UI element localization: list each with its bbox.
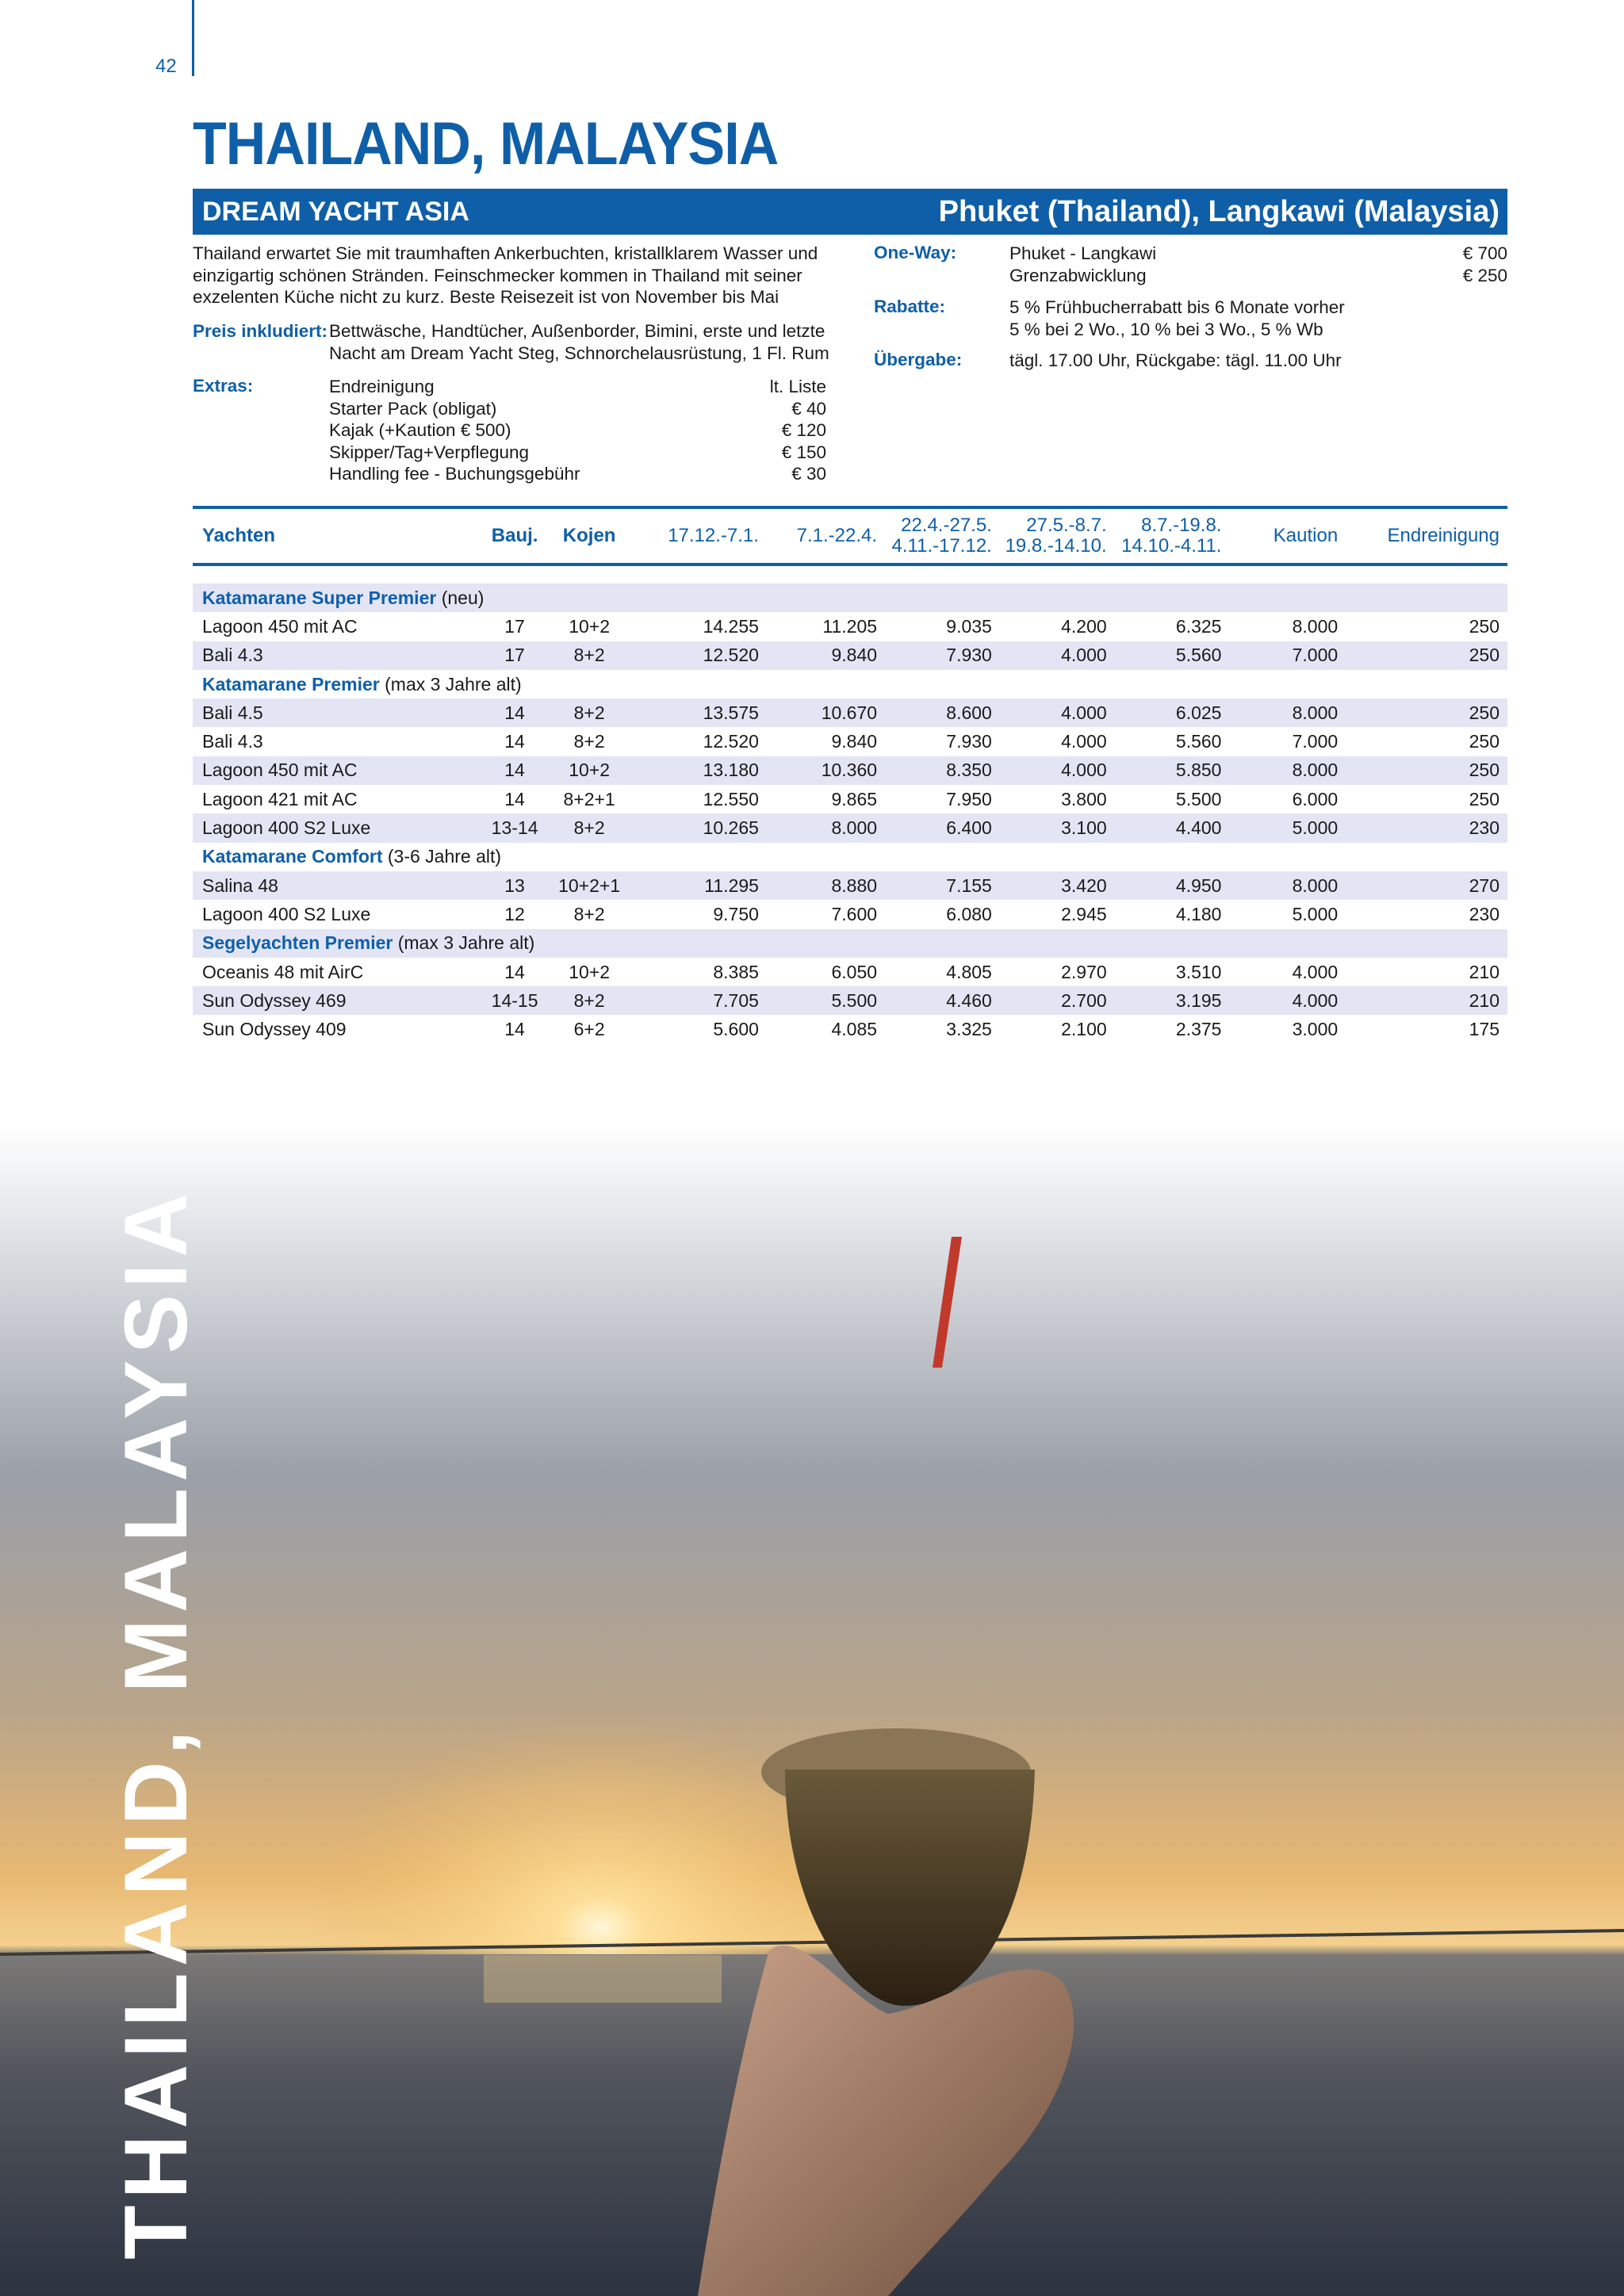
year: 13	[492, 871, 546, 900]
deposit: 8.000	[1229, 698, 1346, 727]
table-row	[193, 1015, 1507, 1043]
yacht-name: Lagoon 421 mit AC	[202, 788, 358, 809]
discounts-text	[1009, 297, 1345, 340]
category-cell	[193, 843, 1507, 871]
sunset-photo	[0, 1126, 1624, 2296]
year: 14	[492, 698, 546, 727]
oneway-item: Grenzabwicklung	[1009, 265, 1147, 285]
yacht-name: Sun Odyssey 469	[193, 986, 492, 1015]
price-period-5: 4.950	[1115, 871, 1230, 900]
col-period-3	[885, 507, 1000, 564]
cleaning: 230	[1469, 903, 1500, 924]
berths: 10+2	[569, 615, 611, 637]
price-period-1: 13.180	[641, 756, 767, 785]
yacht-name: Lagoon 400 S2 Luxe	[202, 903, 371, 924]
price-period-3: 9.035	[946, 615, 992, 637]
year: 14	[504, 731, 525, 752]
deposit: 8.000	[1229, 871, 1346, 900]
cleaning: 250	[1346, 641, 1507, 670]
price-period-2: 9.865	[831, 788, 878, 809]
price-period-3: 7.950	[946, 788, 992, 809]
extras-item: Handling fee - Buchungsgebühr	[329, 464, 580, 484]
cleaning: 210	[1346, 986, 1507, 1015]
table-row	[193, 900, 1507, 928]
price-period-3: 3.325	[946, 1019, 992, 1040]
price-period-5: 5.560	[1175, 731, 1222, 752]
year: 14	[492, 756, 546, 785]
price-period-1: 12.520	[641, 641, 767, 670]
table-row	[193, 727, 1507, 756]
category-row	[193, 584, 1507, 612]
price-table	[193, 506, 1507, 1044]
cleaning: 250	[1469, 788, 1500, 809]
category-name: Katamarane Super Premier	[202, 587, 437, 608]
col-deposit: Kaution	[1229, 507, 1346, 564]
category-row	[193, 843, 1507, 871]
extras-price: € 150	[781, 442, 826, 462]
period-4-line: 27.5.-8.7.	[1026, 515, 1107, 536]
price-period-5: 3.510	[1175, 961, 1222, 982]
extras-item: Skipper/Tag+Verpflegung	[329, 442, 530, 462]
sun-reflection	[484, 1955, 722, 2003]
price-period-4: 2.945	[1061, 903, 1107, 924]
category-note: (3-6 Jahre alt)	[387, 846, 502, 867]
price-period-3: 7.930	[946, 731, 992, 752]
table-header	[193, 507, 1507, 564]
table-body	[193, 564, 1507, 1044]
price-period-2: 8.000	[767, 813, 885, 842]
deposit: 7.000	[1292, 731, 1339, 752]
price-period-2: 8.880	[767, 871, 885, 900]
col-period-5	[1115, 507, 1230, 564]
year: 14	[504, 1019, 525, 1040]
cleaning: 210	[1469, 961, 1500, 982]
extras-price: lt. Liste	[769, 377, 826, 396]
extras-item: Starter Pack (obligat)	[329, 398, 497, 419]
price-period-4: 2.970	[1061, 961, 1107, 982]
inclusive-line: Bettwäsche, Handtücher, Außenborder, Bimini, erste und letzte	[329, 321, 825, 341]
inclusive-text	[329, 320, 829, 364]
price-period-1: 5.600	[713, 1019, 759, 1040]
spacer-cell	[193, 564, 1507, 584]
page-title: THAILAND, MALAYSIA	[193, 110, 779, 178]
price-period-4: 4.000	[1000, 756, 1115, 785]
price-period-2: 4.085	[831, 1019, 878, 1040]
extras-prices	[666, 376, 826, 485]
price-period-4: 4.000	[1000, 698, 1115, 727]
berths: 8+2	[573, 731, 605, 752]
col-period-2: 7.1.-22.4.	[767, 507, 885, 564]
yacht-name: Oceanis 48 mit AirC	[202, 961, 364, 982]
category-cell	[193, 670, 1507, 698]
handover-text: tägl. 17.00 Uhr, Rückgabe: tägl. 11.00 Uhr	[1009, 350, 1342, 370]
oneway-item: Phuket - Langkawi	[1009, 243, 1157, 263]
deposit: 3.000	[1292, 1019, 1339, 1040]
price-period-3: 4.805	[946, 961, 992, 982]
deposit: 5.000	[1229, 813, 1346, 842]
yacht-name: Lagoon 400 S2 Luxe	[193, 813, 492, 842]
price-period-2: 10.670	[767, 698, 885, 727]
price-period-5: 5.500	[1175, 788, 1222, 809]
price-period-5: 5.560	[1115, 641, 1230, 670]
price-period-2: 11.205	[822, 615, 878, 637]
extras-item: Endreinigung	[329, 377, 435, 396]
price-period-5: 3.195	[1115, 986, 1230, 1015]
berths: 10+2+1	[546, 871, 640, 900]
price-period-3: 8.350	[885, 756, 1000, 785]
table-row	[193, 813, 1507, 842]
price-period-1: 11.295	[641, 871, 767, 900]
price-period-3: 8.600	[885, 698, 1000, 727]
discounts-line: 5 % bei 2 Wo., 10 % bei 3 Wo., 5 % Wb	[1009, 319, 1323, 339]
year: 17	[492, 641, 546, 670]
price-period-4: 2.100	[1061, 1019, 1107, 1040]
cleaning: 230	[1346, 813, 1507, 842]
extras-price: € 40	[791, 398, 826, 419]
deposit: 5.000	[1292, 903, 1339, 924]
col-period-1: 17.12.-7.1.	[641, 507, 767, 564]
price-period-3: 6.080	[946, 903, 992, 924]
price-period-2: 5.500	[767, 986, 885, 1015]
price-period-2: 9.840	[767, 641, 885, 670]
deposit: 8.000	[1292, 615, 1339, 637]
extras-price: € 120	[781, 420, 826, 440]
cleaning: 250	[1346, 756, 1507, 785]
title-bar	[193, 189, 1507, 235]
berths: 10+2	[569, 961, 611, 982]
yacht-name: Lagoon 450 mit AC	[193, 756, 492, 785]
price-period-1: 8.385	[713, 961, 759, 982]
price-period-4: 4.000	[1061, 731, 1107, 752]
cleaning: 250	[1346, 698, 1507, 727]
extras-item: Kajak (+Kaution € 500)	[329, 420, 511, 440]
col-year: Bauj.	[492, 507, 546, 564]
table-row	[193, 785, 1507, 813]
yacht-name: Salina 48	[193, 871, 492, 900]
berths: 8+2	[546, 986, 640, 1015]
intro-line: einzigartig schönen Stränden. Feinschmecker kommen in Thailand mit seiner	[193, 265, 802, 285]
yacht-name: Sun Odyssey 409	[202, 1019, 347, 1040]
oneway-prices	[1348, 243, 1507, 286]
price-period-2: 10.360	[767, 756, 885, 785]
category-note: (max 3 Jahre alt)	[385, 673, 522, 695]
spacer-row	[193, 564, 1507, 584]
berths: 8+2+1	[563, 788, 615, 809]
col-berths: Kojen	[546, 507, 640, 564]
deposit: 8.000	[1229, 756, 1346, 785]
cleaning: 250	[1469, 731, 1500, 752]
inclusive-label: Preis inkludiert:	[193, 321, 328, 341]
table-row	[193, 756, 1507, 785]
oneway-list	[1009, 243, 1156, 286]
price-period-2: 9.840	[831, 731, 878, 752]
price-period-4: 3.800	[1061, 788, 1107, 809]
category-cell	[193, 929, 1507, 958]
yacht-name: Lagoon 450 mit AC	[202, 615, 358, 637]
category-cell	[193, 584, 1507, 612]
price-period-4: 4.000	[1000, 641, 1115, 670]
table-row	[193, 986, 1507, 1015]
price-period-5: 6.325	[1175, 615, 1222, 637]
intro-text	[193, 243, 827, 308]
price-period-1: 10.265	[641, 813, 767, 842]
category-note: (max 3 Jahre alt)	[397, 932, 535, 954]
side-title: THAILAND, MALAYSIA	[106, 1186, 205, 2260]
cleaning: 250	[1469, 615, 1500, 637]
category-name: Segelyachten Premier	[202, 932, 393, 954]
inclusive-line: Nacht am Dream Yacht Steg, Schnorchelausrüstung, 1 Fl. Rum	[329, 342, 829, 363]
price-period-1: 7.705	[641, 986, 767, 1015]
table-row	[193, 958, 1507, 986]
category-note: (neu)	[441, 587, 485, 608]
price-period-3: 6.400	[885, 813, 1000, 842]
price-period-5: 4.400	[1115, 813, 1230, 842]
year: 14	[504, 961, 525, 982]
period-4-line: 19.8.-14.10.	[1005, 535, 1107, 557]
category-row	[193, 929, 1507, 958]
period-5-line: 8.7.-19.8.	[1141, 515, 1222, 536]
company-name: DREAM YACHT ASIA	[202, 197, 469, 227]
price-period-5: 4.180	[1175, 903, 1222, 924]
category-name: Katamarane Comfort	[202, 846, 383, 867]
price-period-1: 13.575	[641, 698, 767, 727]
price-period-1: 12.520	[703, 731, 759, 752]
price-period-5: 5.850	[1115, 756, 1230, 785]
handover-label: Übergabe:	[874, 350, 963, 369]
discounts-line: 5 % Frühbucherrabatt bis 6 Monate vorher	[1009, 297, 1345, 317]
berths: 6+2	[573, 1019, 605, 1040]
col-cleaning: Endreinigung	[1346, 507, 1507, 564]
table-row	[193, 698, 1507, 727]
berths: 8+2	[546, 698, 640, 727]
oneway-price: € 250	[1462, 265, 1507, 285]
deposit: 6.000	[1292, 788, 1339, 809]
price-period-5: 2.375	[1175, 1019, 1222, 1040]
table-row	[193, 871, 1507, 900]
berths: 8+2	[546, 813, 640, 842]
year: 13-14	[492, 813, 546, 842]
col-yacht: Yachten	[193, 507, 492, 564]
yacht-name: Bali 4.3	[193, 641, 492, 670]
discounts-label: Rabatte:	[874, 297, 946, 316]
period-5-line: 14.10.-4.11.	[1121, 535, 1222, 557]
category-name: Katamarane Premier	[202, 673, 380, 695]
year: 12	[504, 903, 525, 924]
price-period-2: 6.050	[831, 961, 878, 982]
berths: 8+2	[573, 903, 605, 924]
price-period-4: 3.420	[1000, 871, 1115, 900]
price-period-1: 12.550	[703, 788, 759, 809]
price-period-2: 7.600	[831, 903, 878, 924]
col-period-4	[1000, 507, 1115, 564]
category-row	[193, 670, 1507, 698]
region-name: Phuket (Thailand), Langkawi (Malaysia)	[938, 195, 1500, 228]
price-period-4: 3.100	[1000, 813, 1115, 842]
cleaning: 270	[1346, 871, 1507, 900]
intro-line: exzelenten Küche nicht zu kurz. Beste Reisezeit ist von November bis Mai	[193, 287, 779, 307]
page-rule	[192, 0, 194, 76]
extras-list	[329, 376, 580, 485]
yacht-name: Bali 4.5	[193, 698, 492, 727]
year: 14	[504, 788, 525, 809]
cleaning: 175	[1469, 1019, 1500, 1040]
oneway-label: One-Way:	[874, 243, 957, 262]
deposit: 4.000	[1292, 961, 1339, 982]
oneway-price: € 700	[1462, 243, 1507, 263]
extras-label: Extras:	[193, 376, 254, 396]
deposit: 4.000	[1229, 986, 1346, 1015]
price-period-4: 2.700	[1000, 986, 1115, 1015]
price-period-3: 4.460	[885, 986, 1000, 1015]
price-period-3: 7.930	[885, 641, 1000, 670]
period-3-line: 4.11.-17.12.	[891, 535, 992, 557]
yacht-name: Bali 4.3	[202, 731, 263, 752]
price-period-4: 4.200	[1061, 615, 1107, 637]
price-period-3: 7.155	[885, 871, 1000, 900]
berths: 10+2	[546, 756, 640, 785]
year: 17	[504, 615, 525, 637]
price-period-1: 9.750	[713, 903, 759, 924]
intro-line: Thailand erwartet Sie mit traumhaften Ankerbuchten, kristallklarem Wasser und	[193, 243, 818, 263]
deposit: 7.000	[1229, 641, 1346, 670]
berths: 8+2	[546, 641, 640, 670]
period-3-line: 22.4.-27.5.	[901, 515, 992, 536]
price-period-5: 6.025	[1115, 698, 1230, 727]
year: 14-15	[492, 986, 546, 1015]
table-row	[193, 612, 1507, 641]
page-number: 42	[155, 55, 177, 77]
table-row	[193, 641, 1507, 670]
price-period-1: 14.255	[703, 615, 759, 637]
extras-price: € 30	[791, 464, 826, 484]
